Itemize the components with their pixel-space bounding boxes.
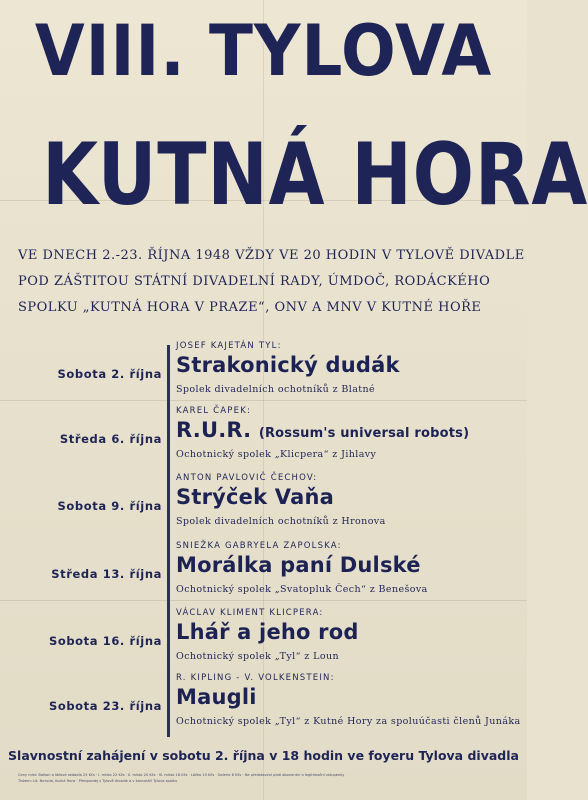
performance-date: Sobota 16. října [48,634,162,648]
program-row [0,608,527,673]
play-title: Morálka paní Dulské [176,553,421,577]
program-row [0,341,527,406]
intro-line: SPOLKU „KUTNÁ HORA V PRAZE“, ONV A MNV V KUTNÉ HOŘE [18,300,482,315]
program-row [0,473,527,538]
play-author: ANTON PAVLOVIČ ČECHOV: [176,473,318,483]
theatre-company: Ochotnický spolek „Tyl“ z Loun [176,651,339,662]
theatre-company: Ochotnický spolek „Svatopluk Čech“ z Benešova [176,584,428,595]
performance-date: Sobota 23. října [48,699,162,713]
performance-date: Sobota 9. října [57,499,162,513]
theatre-company: Spolek divadelních ochotníků z Blatné [176,384,376,395]
fine-print-line: Tiskem: Lit. Neruda, Kutná Hora · Předprodej v Tylově divadle a v kanceláři Tylova spolku [18,779,178,783]
play-title: Lhář a jeho rod [176,620,359,644]
play-title: R.U.R. (Rossum's universal robots) [176,418,470,442]
opening-ceremony-note: Slavnostní zahájení v sobotu 2. října v 18 hodin ve foyeru Tylova divadla [8,748,519,763]
play-author: SNIEŽKA GABRYELA ZAPOLSKA: [176,541,342,551]
play-author: R. KIPLING - V. VOLKENSTEIN: [176,673,335,683]
play-author: KAREL ČAPEK: [176,406,252,416]
fine-print [18,772,512,784]
intro-text [18,243,525,321]
play-author: VÁCLAV KLIMENT KLICPERA: [176,608,324,618]
fine-print-line: Ceny míst: Balkon a lóžová sedadla 25 Kčs · I. místo 22 Kčs · II. místo 20 Kčs · III. místo 18 Kčs · Lóžka 15 Kčs · Galerie 8 Kčs · Na představení platí abonentní a legitimační vstupenky [18,773,345,777]
theatre-company: Ochotnický spolek „Tyl“ z Kutné Hory za spoluúčasti členů Junáka [176,716,521,727]
play-author: JOSEF KAJETÁN TYL: [176,341,282,351]
play-title: Maugli [176,685,257,709]
theatre-company: Spolek divadelních ochotníků z Hronova [176,516,386,527]
poster-title-line1: VIII. TYLOVA [34,10,493,92]
poster-title-line2: KUTNÁ HORA [42,125,588,225]
play-title: Strýček Vaňa [176,485,334,509]
performance-date: Sobota 2. října [57,367,162,381]
performance-date: Středa 13. října [51,567,162,581]
play-title: Strakonický dudák [176,353,400,377]
performance-date: Středa 6. října [59,432,162,446]
intro-line: VE DNECH 2.-23. ŘÍJNA 1948 VŽDY VE 20 HODIN V TYLOVĚ DIVADLE [18,248,525,263]
intro-line: POD ZÁŠTITOU STÁTNÍ DIVADELNÍ RADY, ÚMDOČ, RODÁCKÉHO [18,274,491,289]
theatre-company: Ochotnický spolek „Klicpera“ z Jihlavy [176,449,377,460]
program-row [0,406,527,471]
program-row [0,673,527,738]
program-row [0,541,527,606]
